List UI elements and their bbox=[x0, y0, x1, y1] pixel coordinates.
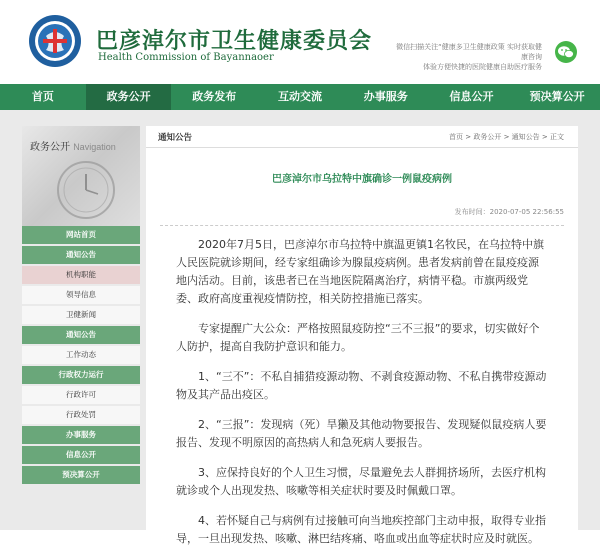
nav-interaction[interactable]: 互动交流 bbox=[278, 90, 323, 103]
sidebar-item-news[interactable]: 卫健新闻 bbox=[22, 306, 140, 324]
sidebar-item-notices-header[interactable]: 通知公告 bbox=[22, 246, 140, 264]
sidebar-item-leaders[interactable]: 领导信息 bbox=[22, 286, 140, 304]
sidebar-item-admin-license[interactable]: 行政许可 bbox=[22, 386, 140, 404]
nav-government-affairs[interactable]: 政务公开 bbox=[86, 84, 172, 110]
content-header bbox=[146, 126, 578, 148]
nav-services[interactable]: 办事服务 bbox=[363, 90, 408, 103]
sidebar-title-en: Navigation bbox=[73, 142, 116, 152]
section-label: 通知公告 bbox=[158, 133, 193, 143]
sidebar-title-cn: 政务公开 bbox=[30, 142, 70, 153]
sidebar-item-notices[interactable]: 通知公告 bbox=[22, 326, 140, 344]
sidebar-item-admin-penalty[interactable]: 行政处罚 bbox=[22, 406, 140, 424]
article-paragraph: 2020年7月5日，巴彦淖尔市乌拉特中旗温更镇1名牧民，在乌拉特中旗人民医院就诊期间，经专家组确诊为腺鼠疫病例。患者发病前曾在鼠疫疫源地内活动。目前，该患者已在当地医院隔离治疗，病情平稳。市旗两级党委、政府高度重视疫情防控，相关防控措施已落实。 bbox=[176, 238, 544, 305]
sidebar-item-services[interactable]: 办事服务 bbox=[22, 426, 140, 444]
sidebar-item-work-updates[interactable]: 工作动态 bbox=[22, 346, 140, 364]
sidebar-item-functions[interactable]: 机构职能 bbox=[22, 266, 140, 284]
site-subtitle: Health Commission of Bayannaoer bbox=[98, 52, 274, 63]
article-panel bbox=[146, 126, 578, 545]
article-title: 巴彦淖尔市乌拉特中旗确诊一例鼠疫病例 bbox=[272, 174, 452, 185]
site-header bbox=[0, 0, 600, 84]
wechat-notice-line2: 体验方便快捷的医院健康自助医疗服务 bbox=[423, 63, 542, 71]
sidebar bbox=[22, 126, 140, 530]
commission-logo-icon[interactable] bbox=[28, 14, 82, 68]
main-nav bbox=[0, 84, 600, 110]
sidebar-item-admin-power[interactable]: 行政权力运行 bbox=[22, 366, 140, 384]
sidebar-item-info-disclosure[interactable]: 信息公开 bbox=[22, 446, 140, 464]
article-paragraph: 1、“三不”：不私自捕猎疫源动物、不剥食疫源动物、不私自携带疫源动物及其产品出疫区。 bbox=[176, 370, 547, 401]
nav-information[interactable]: 信息公开 bbox=[449, 90, 494, 103]
wechat-notice bbox=[392, 42, 542, 72]
site-title[interactable]: 巴彦淖尔市卫生健康委员会 bbox=[96, 29, 373, 54]
article-paragraph: 3、应保持良好的个人卫生习惯，尽量避免去人群拥挤场所，去医疗机构就诊或个人出现发热、咳嗽等相关症状时要及时佩戴口罩。 bbox=[176, 466, 546, 497]
clock-icon bbox=[56, 160, 116, 220]
breadcrumb[interactable]: 首页 > 政务公开 > 通知公告 > 正文 bbox=[449, 133, 564, 141]
article-paragraph: 专家提醒广大公众：严格按照鼠疫防控“三不三报”的要求，切实做好个人防护，提高自我防护意识和能力。 bbox=[176, 322, 540, 353]
wechat-notice-line1: 微信扫描关注“健康多卫生健康政策 实时获取健康咨询 bbox=[396, 43, 542, 61]
nav-releases[interactable]: 政务发布 bbox=[192, 90, 237, 103]
nav-budget[interactable]: 预决算公开 bbox=[529, 90, 585, 103]
article-paragraph: 4、若怀疑自己与病例有过接触可向当地疾控部门主动申报，取得专业指导，一旦出现发热、咳嗽、淋巴结疼痛、咯血或出血等症状时应及时就医。 bbox=[176, 514, 546, 545]
sidebar-title bbox=[30, 138, 116, 153]
nav-home[interactable]: 首页 bbox=[31, 90, 54, 103]
sidebar-banner bbox=[22, 126, 140, 226]
publish-time: 发布时间：2020-07-05 22:56:55 bbox=[454, 208, 564, 216]
wechat-icon[interactable] bbox=[554, 40, 578, 64]
article-body bbox=[146, 226, 578, 548]
article-paragraph: 2、“三报”：发现病（死）旱獭及其他动物要报告、发现疑似鼠疫病人要报告、发现不明原因的高热病人和急死病人要报告。 bbox=[176, 418, 547, 449]
sidebar-item-budget[interactable]: 预决算公开 bbox=[22, 466, 140, 484]
sidebar-item-home[interactable]: 网站首页 bbox=[22, 226, 140, 244]
